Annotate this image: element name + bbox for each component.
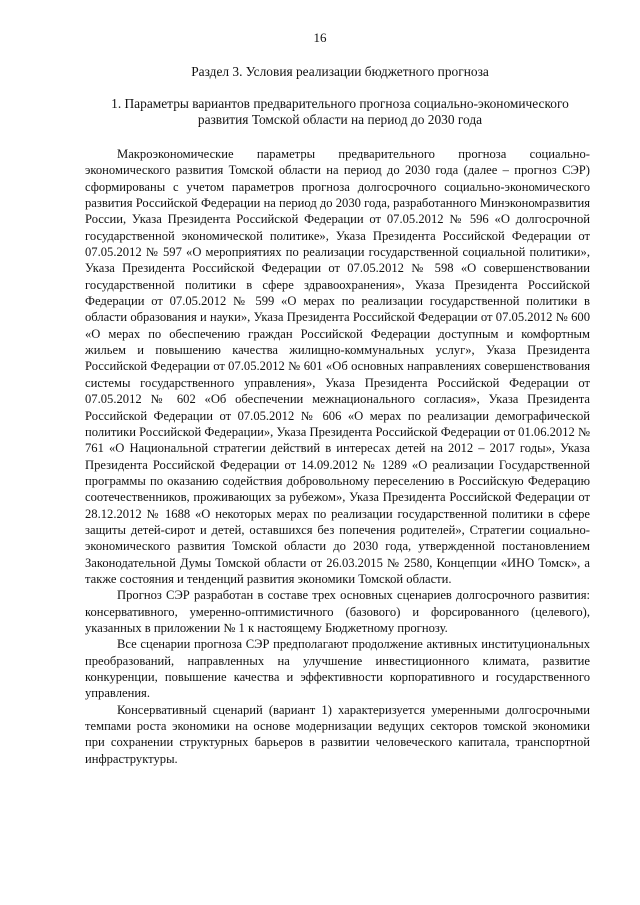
paragraph-conservative-scenario: Консервативный сценарий (вариант 1) характеризуется умеренными долгосрочными темпами роста экономики на основе модернизации ведущих секторов томской экономики при сохранении структурных барьеров в развитии человеческого капитала, транспортной инфраструктуры. — [85, 702, 590, 766]
subsection-title: 1. Параметры вариантов предварительного прогноза социально-экономического развития Томской области на период до 2030 года — [111, 96, 569, 127]
body-text — [85, 146, 590, 767]
paragraph-macro-parameters: Макроэкономические параметры предварительного прогноза социально-экономического развития Томской области на период до 2030 года (далее – прогноз СЭР) сформированы с учетом параметров прогноза долгосрочного социально-экономического развития Российской Федерации на период до 2030 года, разработанного Минэкономразвития России, Указа Президента Российской Федерации от 07.05.2012 № 596 «О долгосрочной государственной экономической политике», Указа Президента Российской Федерации от 07.05.2012 № 597 «О мероприятиях по реализации государственной социальной политики», Указа Президента Российской Федерации от 07.05.2012 № 598 «О совершенствовании государственной политики в сфере здравоохранения», Указа Президента Российской Федерации от 07.05.2012 № 599 «О мерах по реализации государственной политики в области образования и науки», Указа Президента Российской Федерации от 07.05.2012 № 600 «О мерах по обеспечению граждан Российской Федерации доступным и комфортным жильем и повышению качества жилищно-коммунальных услуг», Указа Президента Российской Федерации от 07.05.2012 № 601 «Об основных направлениях совершенствования системы государственного управления», Указа Президента Российской Федерации от 07.05.2012 № 602 «Об обеспечении межнационального согласия», Указа Президента Российской Федерации от 07.05.2012 № 606 «О мерах по реализации демографической политики Российской Федерации», Указа Президента Российской Федерации от 01.06.2012 № 761 «О Национальной стратегии действий в интересах детей на 2012 – 2017 годы», Указа Президента Российской Федерации от 14.09.2012 № 1289 «О реализации Государственной программы по оказанию содействия добровольному переселению в Российскую Федерацию соотечественников, проживающих за рубежом», Указа Президента Российской Федерации от 28.12.2012 № 1688 «О некоторых мерах по реализации государственной политики в сфере защиты детей-сирот и детей, оставшихся без попечения родителей», Стратегии социально-экономического развития Томской области до 2030 года, утвержденной постановлением Законодательной Думы Томской области от 26.03.2015 № 2580, Концепции «ИНО Томск», а также состояния и тенденций развития экономики Томской области. — [85, 147, 590, 586]
paragraph-scenarios: Прогноз СЭР разработан в составе трех основных сценариев долгосрочного развития: консервативного, умеренно-оптимистичного (базового) и форсированного (целевого), указанных в приложении № 1 к настоящему Бюджетному прогнозу. — [85, 588, 590, 635]
section-title: Раздел 3. Условия реализации бюджетного прогноза — [191, 64, 489, 79]
paragraph-institutional-reforms: Все сценарии прогноза СЭР предполагают продолжение активных институциональных преобразований, направленных на улучшение инвестиционного климата, развитие конкуренции, повышение качества и эффективности корпоративного и государственного управления. — [85, 637, 590, 701]
page-number: 16 — [313, 30, 327, 45]
